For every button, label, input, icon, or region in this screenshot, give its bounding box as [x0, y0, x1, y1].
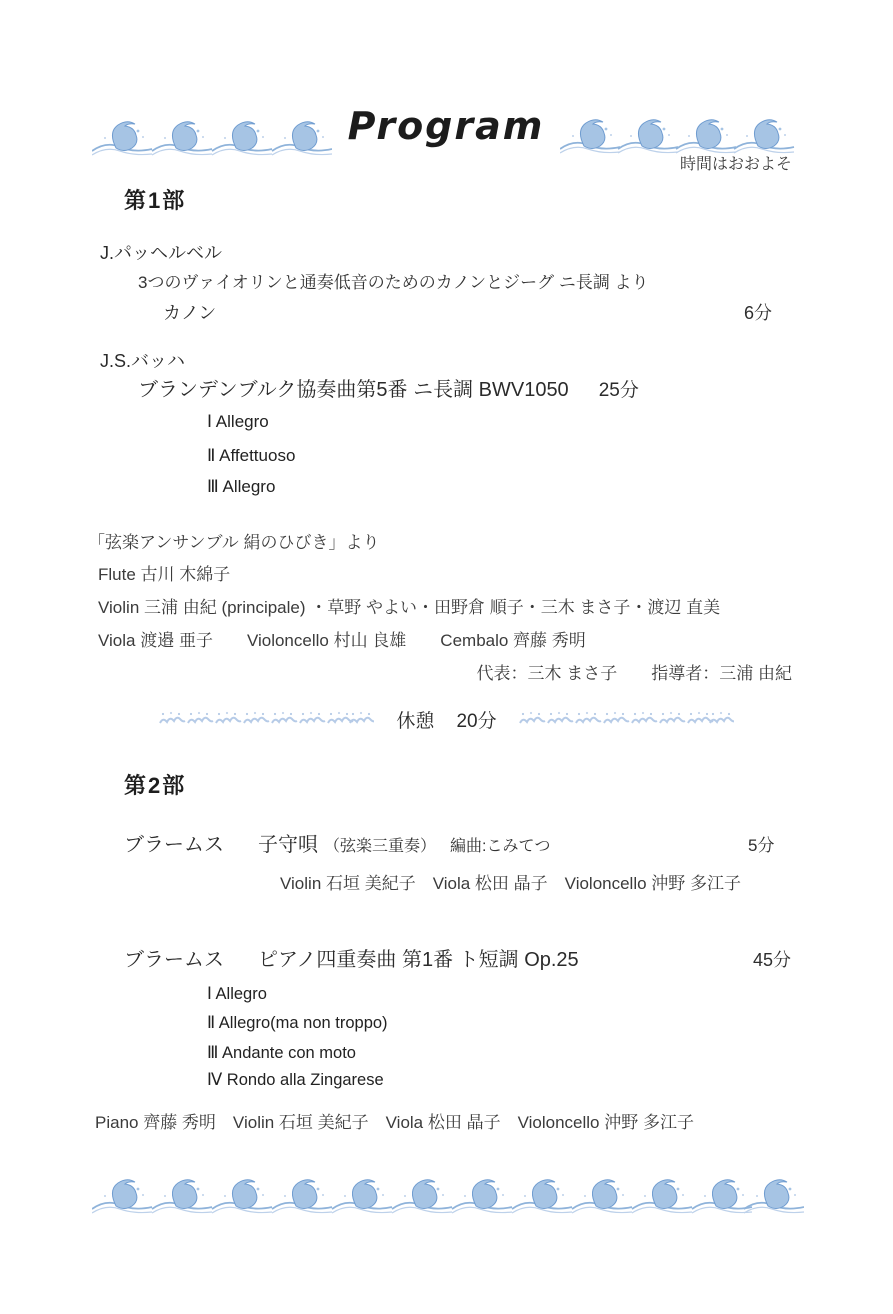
quartet-composer: ブラームス — [124, 949, 224, 971]
quartet-work-title: ピアノ四重奏曲 第1番 ト短調 Op.25 — [258, 949, 579, 971]
ensemble-name: 「弦楽アンサンブル 絹のひびき」より — [88, 533, 380, 552]
pachelbel-composer: J.パッヘルベル — [100, 243, 223, 263]
bach-work-title: ブランデンブルク協奏曲第5番 ニ長調 BWV1050 — [138, 379, 569, 401]
bach-work-row — [138, 373, 639, 402]
pachelbel-selection: カノン — [163, 303, 217, 323]
pachelbel-duration: 6分 — [744, 303, 773, 323]
time-note: 時間はおおよそ — [679, 156, 792, 173]
bach-duration: 25分 — [598, 380, 639, 401]
bach-movement-1: Ⅰ Allegro — [207, 412, 269, 431]
quartet-movement-4: Ⅳ Rondo alla Zingarese — [207, 1071, 384, 1089]
quartet-movement-1: Ⅰ Allegro — [207, 985, 267, 1003]
quartet-performers: Piano 齊藤 秀明 Violin 石垣 美紀子 Viola 松田 晶子 Violoncello 沖野 多江子 — [95, 1113, 694, 1132]
ensemble-lower-strings: Viola 渡邉 亜子 Violoncello 村山 良雄 Cembalo 齊藤 秀明 — [98, 631, 586, 650]
lullaby-instrumentation-note: （弦楽三重奏） — [324, 838, 437, 855]
quartet-movement-2: Ⅱ Allegro(ma non troppo) — [207, 1014, 388, 1032]
quartet-movement-3: Ⅲ Andante con moto — [207, 1044, 356, 1062]
lullaby-performers: Violin 石垣 美紀子 Viola 松田 晶子 Violoncello 沖野 多江子 — [280, 874, 742, 893]
lullaby-composer: ブラームス — [124, 834, 224, 856]
mini-wave-ornament-right — [519, 711, 734, 729]
part2-heading: 第2部 — [124, 773, 187, 798]
intermission-row — [0, 706, 893, 733]
lullaby-row — [124, 828, 550, 857]
quartet-row — [124, 943, 579, 972]
lullaby-duration: 5分 — [748, 836, 775, 855]
mini-wave-ornament-left — [159, 711, 374, 729]
intermission-label: 休憩 — [396, 711, 435, 732]
ensemble-credits: 代表：三木 まさ子 指導者：三浦 由紀 — [476, 664, 792, 683]
ensemble-flute: Flute 古川 木綿子 — [98, 565, 231, 584]
lullaby-arranger: 編曲:こみてつ — [450, 838, 551, 855]
wave-ornament-bottom — [92, 1172, 804, 1224]
part1-heading: 第1部 — [124, 188, 187, 213]
bach-composer: J.S.バッハ — [100, 351, 186, 371]
quartet-duration: 45分 — [753, 950, 792, 970]
pachelbel-work-title: 3つのヴァイオリンと通奏低音のためのカノンとジーグ ニ長調 より — [138, 273, 649, 292]
bach-movement-3: Ⅲ Allegro — [207, 477, 276, 496]
intermission-duration: 20分 — [456, 711, 497, 732]
lullaby-work-title: 子守唄 — [258, 834, 318, 856]
page-title: Program — [347, 104, 545, 148]
bach-movement-2: Ⅱ Affettuoso — [207, 446, 296, 465]
ensemble-violins: Violin 三浦 由紀 (principale) ・草野 やよい・田野倉 順子・三木 まさ子・渡辺 直美 — [98, 598, 721, 617]
